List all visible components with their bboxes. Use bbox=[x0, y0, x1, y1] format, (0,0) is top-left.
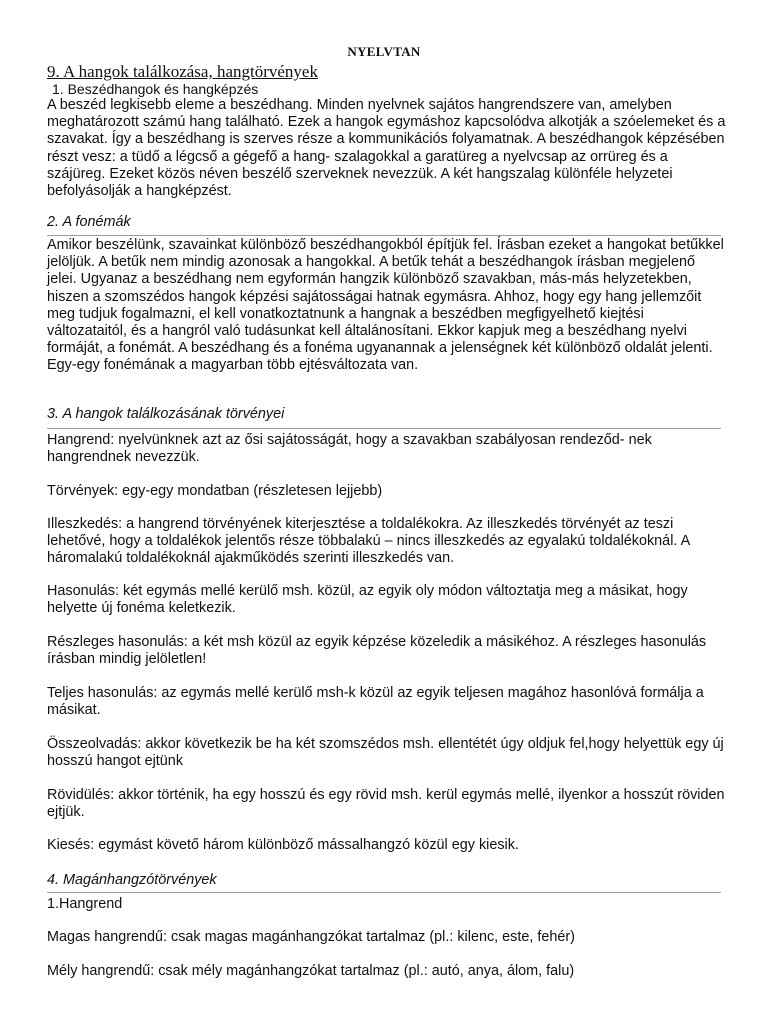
section-divider bbox=[47, 235, 721, 236]
chapter-title: 9. A hangok találkozása, hangtörvények bbox=[47, 62, 318, 81]
section-2-heading: 2. A fonémák bbox=[47, 214, 131, 230]
section-1-heading: 1. Beszédhangok és hangképzés bbox=[52, 81, 259, 97]
paragraph-hangrend: Hangrend: nyelvünknek azt az ősi sajátosságát, hogy a szavakban szabályosan rendeződ- nek hangrendnek nevezzük. bbox=[47, 432, 652, 466]
paragraph-reszleges-hasonulas: Részleges hasonulás: a két msh közül az egyik képzése közeledik a másikéhoz. A részleges hasonulás írásban mindig jelöletlen! bbox=[47, 634, 707, 668]
section-4-heading: 4. Magánhangzótörvények bbox=[47, 872, 217, 888]
section-divider bbox=[47, 428, 721, 429]
section-2-paragraph: Amikor beszélünk, szavainkat különböző beszédhangokból építjük fel. Írásban ezeket a hangokat betűkkel jelöljük. A betűk nem mindig azonosak a hangokkal. A betűk tehát a beszédhangok írásban megjelenő jelei. Ugyanaz a beszédhang nem egyformán hangzik különböző szavakban, más-más helyzetekben, hiszen a szomszédos hangok képzési sajátosságai hatnak egymásra. Ahhoz, hogy egy hang jellemzőit meg tudjuk fogalmazni, el kell vonatkoztatnunk a hangnak a beszédben megfigyelhető kiejtési változataitól, és a hangról való tudásunkat kell általánosítani. Ekkor kapjuk meg a beszédhang nyelvi formáját, a fonémát. A beszédhang és a fonéma ugyanannak a jelenségnek két különböző oldalát jelenti. Egy-egy fonémának a magyarban több ejtésváltozata van. bbox=[47, 237, 724, 374]
section-1-paragraph: A beszéd legkisebb eleme a beszédhang. Minden nyelvnek sajátos hangrendszere van, amelyben meghatározott számú hang található. Ezek a hangok egymáshoz kapcsolódva alkotják a szóelemeket és a szavakat. Így a beszédhang is szerves része a kommunikációs folyamatnak. A beszédhangok képzésében részt vesz: a tüdő a légcső a gégefő a hang- szalagokkal a garatüreg a nyelvcsap az orrüreg és a szájüreg. Ezeket közös néven beszélő szerveknek nevezzük. A két hangszalag különféle helyzetei befolyásolják a hangképzést. bbox=[47, 97, 726, 200]
paragraph-rovidules: Rövidülés: akkor történik, ha egy hosszú és egy rövid msh. kerül egymás mellé, ilyenkor a hosszút röviden ejtjük. bbox=[47, 787, 725, 821]
paragraph-osszeolvadas: Összeolvadás: akkor következik be ha két szomszédos msh. ellentétét úgy oldjuk fel,hogy helyettük egy új hosszú hangot ejtünk bbox=[47, 736, 724, 770]
document-title: NYELVTAN bbox=[347, 44, 421, 59]
paragraph-illeszkedes: Illeszkedés: a hangrend törvényének kiterjesztése a toldalékokra. Az illeszkedés törvényét az teszi lehetővé, hogy a toldalékok jelentős része többalakú – nincs illeszkedés az egyalakú toldalékoknál. A háromalakú toldalékoknál ajakműködés szerinti illeszkedés van. bbox=[47, 516, 690, 567]
paragraph-hangrend-title: 1.Hangrend bbox=[47, 896, 123, 912]
paragraph-hasonulas: Hasonulás: két egymás mellé kerülő msh. közül, az egyik oly módon változtatja meg a másikat, hogy helyette új fonéma keletkezik. bbox=[47, 583, 688, 617]
paragraph-kieses: Kiesés: egymást követő három különböző mássalhangzó közül egy kiesik. bbox=[47, 837, 519, 853]
section-3-heading: 3. A hangok találkozásának törvényei bbox=[47, 406, 285, 422]
paragraph-mely-hangrendu: Mély hangrendű: csak mély magánhangzókat tartalmaz (pl.: autó, anya, álom, falu) bbox=[47, 963, 575, 979]
paragraph-teljes-hasonulas: Teljes hasonulás: az egymás mellé kerülő msh-k közül az egyik teljesen magához hasonlóvá formálja a másikat. bbox=[47, 685, 704, 719]
paragraph-torvenyek: Törvények: egy-egy mondatban (részletesen lejjebb) bbox=[47, 483, 383, 499]
paragraph-magas-hangrendu: Magas hangrendű: csak magas magánhangzókat tartalmaz (pl.: kilenc, este, fehér) bbox=[47, 929, 575, 945]
section-divider bbox=[47, 892, 721, 893]
